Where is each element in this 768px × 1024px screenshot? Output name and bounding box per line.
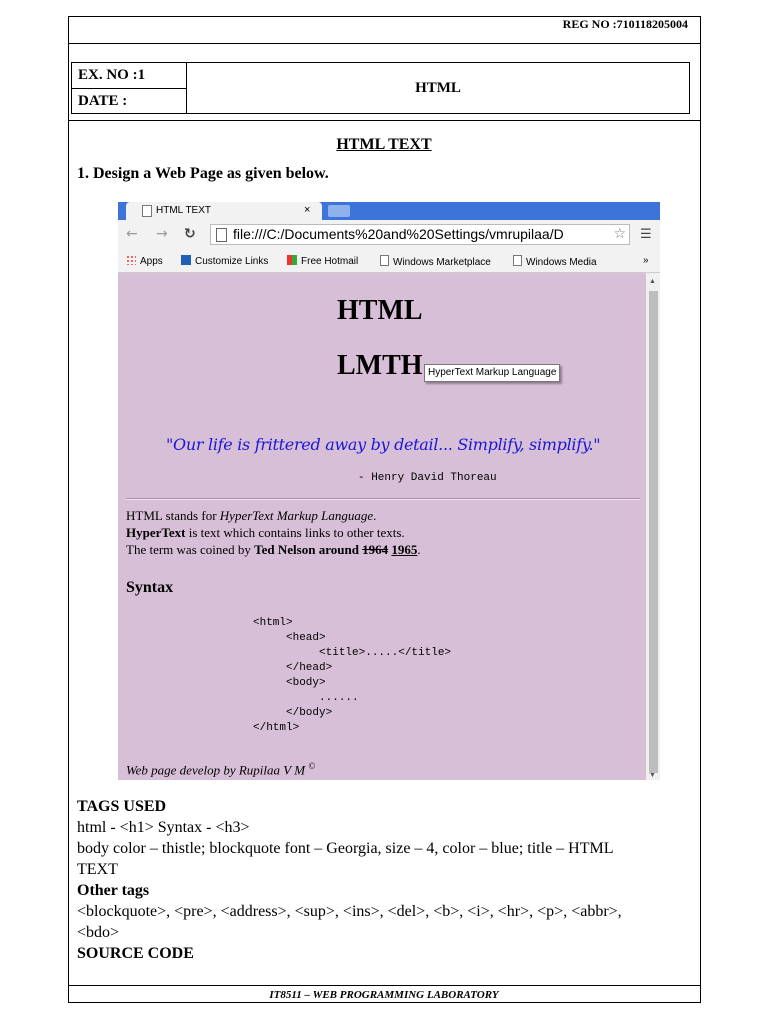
bookmark-star-icon[interactable]: ☆ [613,226,626,242]
back-icon[interactable]: ← [126,226,138,242]
bookmarks-more-icon[interactable]: » [643,255,649,266]
exercise-table [71,62,690,114]
question: 1. Design a Web Page as given below. [77,165,329,182]
source-code-heading: SOURCE CODE [77,945,194,962]
blockquote: "Our life is frittered away by detail... Simplify, simplify." [166,435,601,454]
deleted-year: 1964 [362,542,389,557]
tags-line-1: html - <h1> Syntax - <h3> [77,819,250,836]
bookmark-windows-marketplace[interactable]: Windows Marketplace [380,255,491,268]
horizontal-rule [126,498,640,500]
tab-strip [118,202,660,220]
inserted-year: 1965 [391,542,418,557]
copyright-sup: © [308,761,316,771]
exercise-number: EX. NO :1 [72,63,186,89]
apps-icon [126,255,136,265]
section-title: HTML TEXT [336,136,432,153]
paragraph: HTML stands for HyperText Markup Language. HyperText is text which contains links to other texts. The term was coined by Ted Nelson around 1964 1965. [126,508,421,557]
exercise-title: HTML [415,79,461,96]
address-bar[interactable] [210,224,630,245]
forward-icon[interactable]: → [156,226,168,242]
page-content [118,273,646,780]
scroll-down-icon[interactable]: ▼ [649,771,656,779]
tags-heading: TAGS USED [77,798,167,815]
other-tags-line-1: <blockquote>, <pre>, <address>, <sup>, <ins>, <del>, <b>, <i>, <hr>, <p>, <abbr>, [77,903,622,920]
windows-icon [287,255,297,265]
reload-icon[interactable]: ↻ [184,226,196,242]
header-divider [68,43,701,44]
bookmark-free-hotmail[interactable]: Free Hotmail [287,255,358,267]
scrollbar[interactable] [646,273,660,780]
new-tab-button[interactable] [328,205,350,217]
bookmark-customize-links[interactable]: Customize Links [181,255,268,267]
page-icon [380,255,389,266]
syntax-heading: Syntax [126,579,174,596]
footer: IT8511 – WEB PROGRAMMING LABORATORY [269,989,499,1001]
scroll-up-icon[interactable]: ▲ [649,277,656,285]
scroll-thumb[interactable] [649,291,658,773]
code-block: <html> <head> <title>.....</title> </head> <body> ...... </body> </html> [253,617,452,734]
page-heading: HTML [337,295,423,326]
page-icon [216,228,227,242]
tags-line-2: body color – thistle; blockquote font – Georgia, size – 4, color – blue; title – HTML [77,840,614,857]
address: Web page develop by Rupilaa V M © [126,761,316,778]
page-icon [142,205,152,217]
msn-icon [181,255,191,265]
table-divider [68,120,701,121]
exercise-info [72,63,187,113]
footer-divider [68,985,701,986]
bookmark-windows-media[interactable]: Windows Media [513,255,597,268]
browser-toolbar [118,220,660,250]
tab-title: HTML TEXT [156,205,212,216]
other-tags-heading: Other tags [77,882,150,899]
quote-author: - Henry David Thoreau [358,472,497,484]
url-text: file:///C:/Documents%20and%20Settings/vmrupilaa/D [233,226,564,242]
menu-icon[interactable]: ☰ [640,227,652,242]
tags-line-3: TEXT [77,861,118,878]
bookmark-apps[interactable]: Apps [126,255,163,267]
page-icon [513,255,522,266]
tab-close-icon[interactable]: × [304,204,311,216]
other-tags-line-2: <bdo> [77,924,120,941]
bookmarks-bar [118,250,660,273]
browser-tab[interactable] [126,202,322,220]
bdo-heading: LMTH [337,350,423,381]
abbr-tooltip: HyperText Markup Language [424,364,560,382]
browser-screenshot [118,202,660,780]
exercise-date: DATE : [78,93,128,109]
reg-number: REG NO :710118205004 [562,17,688,31]
